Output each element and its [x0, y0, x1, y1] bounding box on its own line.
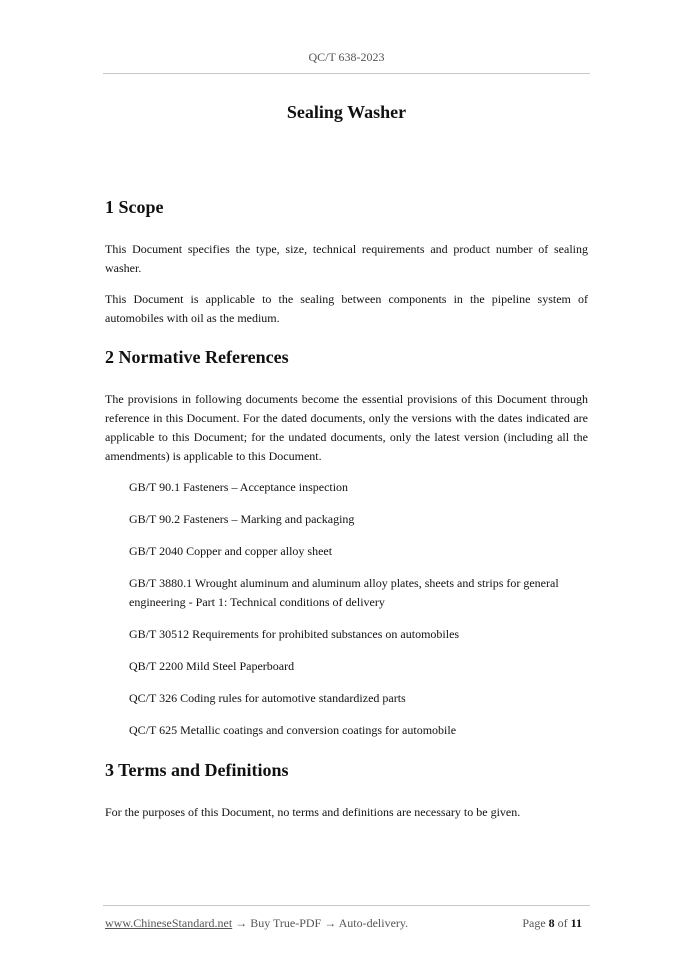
page-total: 11: [570, 916, 582, 930]
reference-item: GB/T 90.2 Fasteners – Marking and packaging: [129, 512, 355, 526]
document-number-header: QC/T 638-2023: [308, 50, 385, 64]
page-current: 8: [548, 916, 555, 930]
page-number: [522, 916, 582, 931]
reference-item: GB/T 2040 Copper and copper alloy sheet: [129, 544, 333, 558]
terms-paragraph: For the purposes of this Document, no terms and definitions are necessary to be given.: [105, 805, 521, 819]
buy-true-pdf-text: Buy True-PDF: [250, 916, 322, 930]
normative-intro-paragraph: The provisions in following documents become the essential provisions of this Document through reference in this Document. For the dated documents, only the versions with the dates indicated are applicable to this Document; for the undated documents, only the latest version (including all the amendments) is applicable to this Document.: [105, 392, 588, 463]
arrow-right-icon: →: [235, 916, 248, 930]
website-link[interactable]: www.ChineseStandard.net: [105, 916, 233, 930]
scope-paragraph-1: This Document specifies the type, size, technical requirements and product number of sealing washer.: [105, 242, 588, 275]
reference-item: GB/T 30512 Requirements for prohibited substances on automobiles: [129, 627, 460, 641]
header-divider: [103, 73, 590, 74]
section-heading-terms-definitions: 3 Terms and Definitions: [105, 760, 289, 780]
reference-item: QC/T 326 Coding rules for automotive standardized parts: [129, 691, 406, 705]
arrow-right-icon: →: [324, 916, 337, 930]
reference-item: GB/T 3880.1 Wrought aluminum and aluminum alloy plates, sheets and strips for general engineering - Part 1: Technical conditions of delivery: [129, 576, 559, 609]
footer-divider: [103, 905, 590, 906]
section-heading-normative-references: 2 Normative References: [105, 347, 289, 367]
document-title: Sealing Washer: [286, 102, 407, 122]
page-label: Page: [522, 916, 546, 930]
scope-paragraph-2: This Document is applicable to the sealing between components in the pipeline system of automobiles with oil as the medium.: [105, 292, 588, 325]
section-heading-scope: 1 Scope: [105, 197, 164, 217]
page-of-label: of: [557, 916, 568, 930]
auto-delivery-text: Auto-delivery.: [338, 916, 409, 930]
reference-item: GB/T 90.1 Fasteners – Acceptance inspection: [129, 480, 349, 494]
reference-item: QC/T 625 Metallic coatings and conversion coatings for automobile: [129, 723, 457, 737]
reference-item: QB/T 2200 Mild Steel Paperboard: [129, 659, 295, 673]
